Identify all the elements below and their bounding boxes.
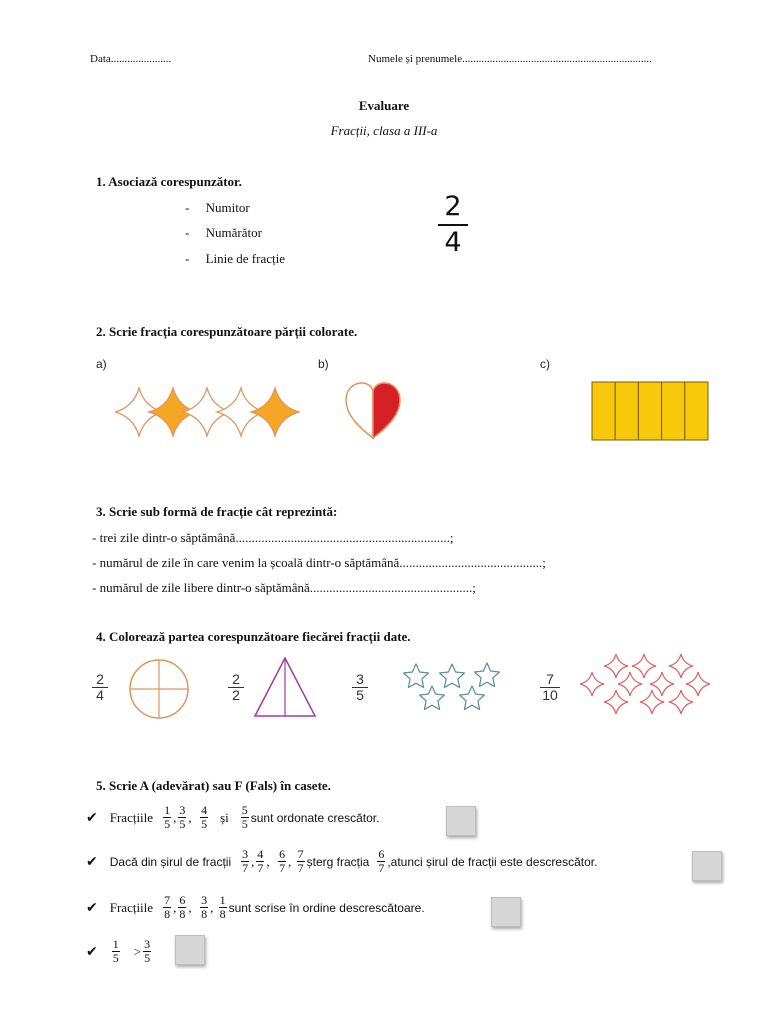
q3-heading: 3. Scrie sub formă de fracție cât reprezintă:: [96, 504, 338, 519]
date-field: Data......................: [90, 53, 172, 65]
q1-heading: 1. Asociază corespunzător.: [96, 174, 242, 189]
q4-triangle-figure: [252, 655, 318, 719]
q2-label-a: a): [96, 357, 107, 371]
answer-box-3[interactable]: [491, 897, 521, 927]
q3-item: - numărul de zile în care venim la școală dintr-o săptămână............................................;: [92, 555, 546, 570]
fraction: $\frac{1}{5}$: [112, 937, 119, 965]
fraction: $\frac{7}{7}$: [297, 847, 304, 875]
fraction: $\frac{4}{7}$: [257, 847, 264, 875]
star-outline: [475, 663, 500, 687]
sparkle-outline: [640, 690, 664, 714]
check-icon: ✔: [86, 809, 98, 826]
star-outline: [440, 664, 465, 688]
fraction: $\frac{4}{5}$: [201, 803, 208, 831]
fraction: $\frac{7}{8}$: [164, 893, 171, 921]
answer-box-4[interactable]: [175, 935, 205, 965]
q5-row-1-end: sunt ordonate crescător.: [250, 810, 380, 825]
rect-part: [685, 382, 708, 440]
fraction: $\frac{6}{8}$: [179, 893, 186, 921]
fraction: $\frac{1}{5}$: [164, 803, 171, 831]
fraction: $\frac{3}{5}$: [179, 803, 186, 831]
sparkle-outline: [604, 654, 628, 678]
q5-row-1-and: și: [220, 809, 229, 825]
q2-stars-figure: [115, 380, 300, 444]
q5-row-3-end: sunt scrise în ordine descrescătoare.: [228, 900, 425, 915]
q4-fraction-2: $\frac{2}{2}$: [228, 672, 244, 703]
rect-part: [592, 382, 615, 440]
heart-right-half: [373, 383, 400, 438]
star-outline: [460, 686, 485, 710]
q3-item: - numărul de zile libere dintr-o săptămână..................................................;: [92, 580, 476, 595]
fraction: $\frac{6}{7}$: [279, 847, 286, 875]
star-outline: [420, 686, 445, 710]
q3-item: - trei zile dintr-o săptămână..................................................................;: [92, 530, 454, 545]
answer-box-2[interactable]: [692, 851, 722, 881]
sparkle-outline: [580, 672, 604, 696]
sparkle-outline: [686, 672, 710, 696]
q5-row-3: ✔ Fracțiile $\frac{7}{8}$ , $\frac{6}{8}$ , $\frac{3}{8}$ , $\frac{1}{8}$ sunt scrise în ordine descrescătoare.: [86, 893, 425, 921]
sparkle-outline: [632, 654, 656, 678]
star-colored: [251, 388, 299, 436]
q5-row-1: ✔ Fracțiile $\frac{1}{5}$ , $\frac{3}{5}$ , $\frac{4}{5}$ și $\frac{5}{5}$ sunt ordonate crescător.: [86, 803, 380, 831]
fraction: $\frac{6}{7}$: [378, 847, 385, 875]
q1-item: - Linie de fracție: [185, 251, 285, 266]
rect-part: [615, 382, 638, 440]
q5-row-2-text: Dacă din șirul de fracții: [109, 854, 232, 869]
q2-label-c: c): [540, 357, 550, 371]
name-field: Numele și prenumele.....................................................................: [368, 53, 652, 65]
fraction: $\frac{1}{8}$: [219, 893, 226, 921]
sparkle-outline: [669, 654, 693, 678]
q4-circle-figure: [126, 657, 192, 721]
q2-label-b: b): [318, 357, 329, 371]
sparkle-outline: [650, 672, 674, 696]
rect-part: [638, 382, 661, 440]
q5-row-2-end: ,atunci șirul de fracții este descrescător.: [387, 854, 598, 869]
q5-row-3-text: Fracțiile: [109, 899, 154, 915]
check-icon: ✔: [86, 899, 98, 916]
page-subtitle: Fracții, clasa a III-a: [330, 123, 438, 138]
fraction: $\frac{3}{8}$: [201, 893, 208, 921]
heart-left-half: [346, 383, 373, 438]
q1-fraction: $\frac{2}{4}$: [438, 192, 468, 258]
q4-fraction-3: $\frac{3}{5}$: [352, 672, 368, 703]
fraction: $\frac{3}{5}$: [144, 937, 151, 965]
star-outline: [404, 664, 429, 688]
sparkle-outline: [618, 672, 642, 696]
q4-stars-figure: [400, 660, 505, 716]
q2-rectangle-figure: [590, 380, 710, 444]
fraction: $\frac{5}{5}$: [241, 803, 248, 831]
sparkle-outline: [669, 690, 693, 714]
q5-row-1-text: Fracțiile: [109, 809, 154, 825]
q1-item: - Numărător: [185, 225, 262, 240]
q5-heading: 5. Scrie A (adevărat) sau F (Fals) în casete.: [96, 778, 331, 793]
q1-item: - Numitor: [185, 200, 250, 215]
q2-heart-figure: [343, 380, 403, 442]
q5-row-4: [86, 938, 153, 965]
check-icon: ✔: [86, 853, 98, 870]
q4-sparkles-figure: [578, 652, 714, 722]
q4-heading: 4. Colorează partea corespunzătoare fiecărei fracții date.: [96, 629, 411, 644]
q4-fraction-1: $\frac{2}{4}$: [92, 672, 108, 703]
answer-box-1[interactable]: [446, 806, 476, 836]
check-icon: ✔: [86, 943, 98, 960]
q5-row-2-mid: șterg fracția: [306, 854, 370, 869]
comparison-sign: >: [133, 943, 142, 959]
page-title: Evaluare: [358, 98, 410, 113]
q4-fraction-4: $\frac{7}{10}$: [540, 672, 560, 703]
q5-row-2: ✔ Dacă din șirul de fracții $\frac{3}{7}$ , $\frac{4}{7}$ , $\frac{6}{7}$ , $\frac{7}{7}$ șterg fracția $\frac{6}{7}$ ,atunci șirul de fracții este descrescător.: [86, 847, 598, 875]
q2-heading: 2. Scrie fracția corespunzătoare părții colorate.: [96, 324, 358, 339]
sparkle-outline: [604, 690, 628, 714]
fraction: $\frac{3}{7}$: [242, 847, 249, 875]
rect-part: [662, 382, 685, 440]
